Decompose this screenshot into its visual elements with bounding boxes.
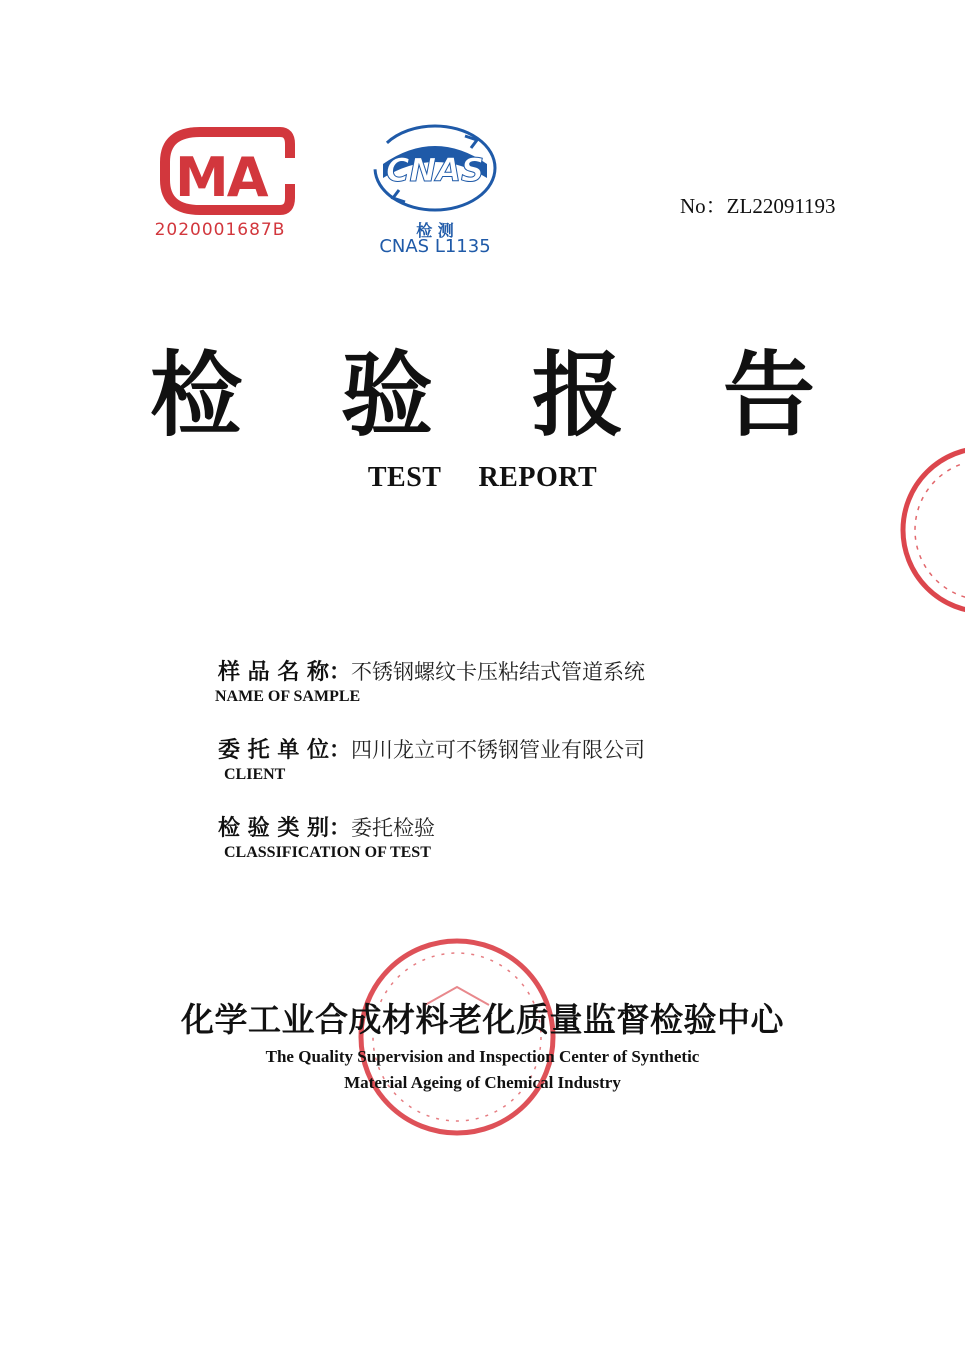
- report-title: [150, 340, 815, 450]
- field-label: 检 验 类 别：: [218, 816, 351, 841]
- field-value: 委托检验: [350, 816, 435, 840]
- svg-text:MA: MA: [175, 146, 267, 209]
- field-value: 四川龙立可不锈钢管业有限公司: [350, 738, 645, 762]
- field-classification: [218, 811, 435, 842]
- organization-name-english: The Quality Supervision and Inspection Center of Synthetic: [265, 1047, 700, 1066]
- field-value: 不锈钢螺纹卡压粘结式管道系统: [350, 660, 645, 684]
- svg-text:CNAS: CNAS: [385, 151, 485, 189]
- field-client: [218, 733, 645, 764]
- title-char: 验: [340, 341, 433, 449]
- field-label: 委 托 单 位：: [218, 738, 351, 763]
- report-number-label: No：: [680, 194, 727, 218]
- cnas-logo: [365, 118, 505, 230]
- field-sample-name: [218, 655, 645, 686]
- title-char: 告: [722, 341, 815, 449]
- field-label-english: CLIENT: [224, 766, 286, 783]
- organization-name: 化学工业合成材料老化质量监督检验中心: [181, 1000, 784, 1039]
- field-label: 样 品 名 称：: [218, 660, 351, 685]
- title-char: 报: [531, 341, 624, 449]
- report-number: [680, 190, 836, 220]
- field-label-english: NAME OF SAMPLE: [215, 688, 361, 705]
- report-number-value: ZL22091193: [726, 194, 836, 218]
- cnas-testing-label: 检 测: [416, 221, 454, 240]
- cnas-accreditation-number: CNAS L1135: [379, 236, 491, 257]
- official-seal-icon: [895, 440, 965, 620]
- report-title-english: TEST REPORT: [367, 462, 598, 493]
- cma-certificate-number: 2020001687B: [154, 220, 286, 240]
- title-char: 检: [150, 341, 243, 449]
- organization-name-english: Material Ageing of Chemical Industry: [344, 1073, 621, 1092]
- field-label-english: CLASSIFICATION OF TEST: [224, 844, 431, 861]
